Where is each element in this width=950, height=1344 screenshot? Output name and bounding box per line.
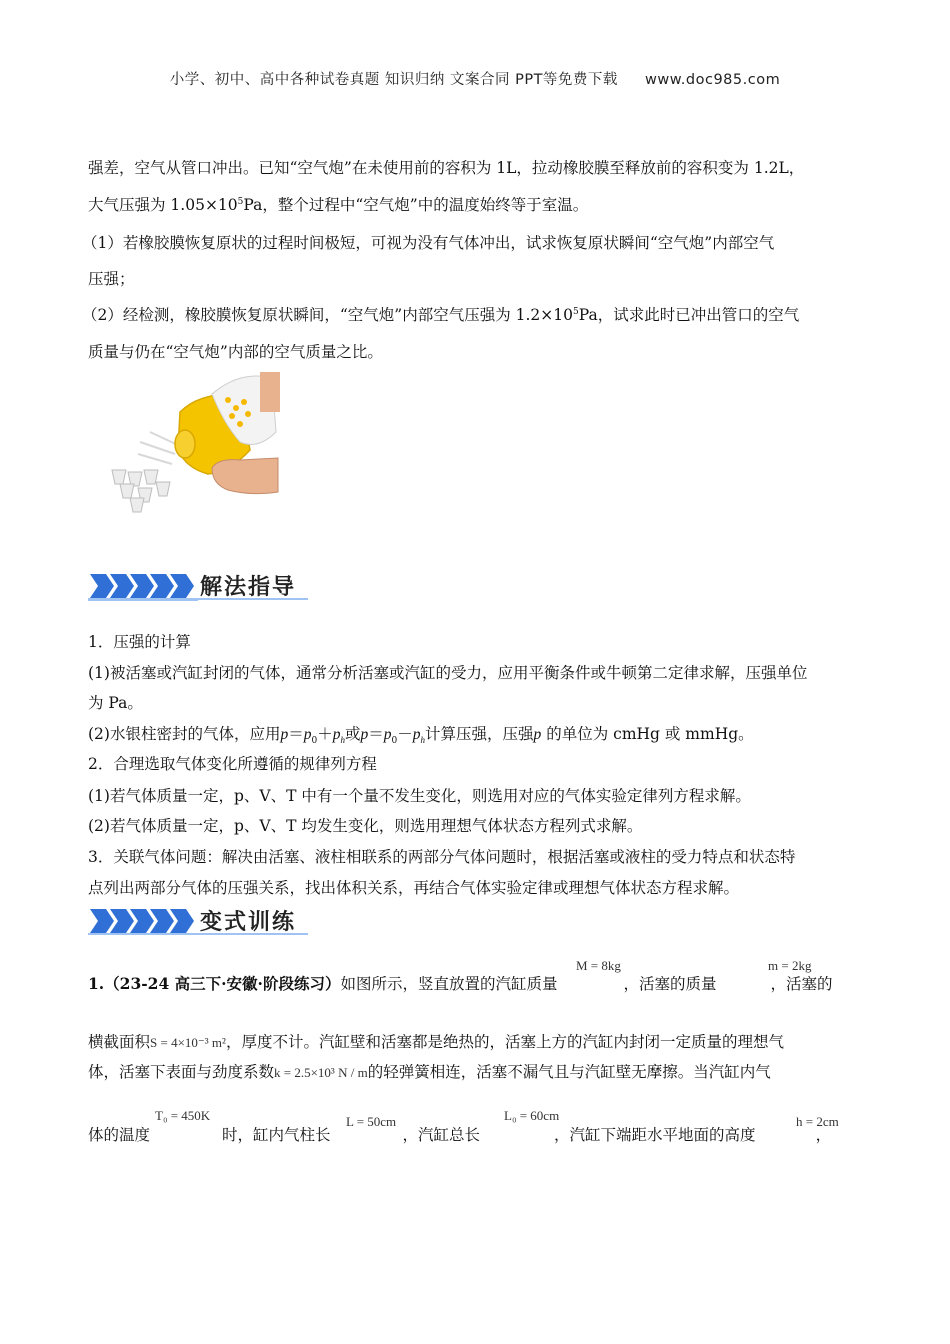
section-title-method: 解法指导 <box>200 575 297 600</box>
guide-heading-3-line-1: 3．关联气体问题：解决由活塞、液柱相联系的两部分气体问题时，根据活塞或液柱的受力特点和状态特 <box>88 848 796 866</box>
formula-S: S = 4×10⁻³ m² <box>150 1035 226 1050</box>
exercise-line-3: 体，活塞下表面与劲度系数k = 2.5×10³ N / m的轻弹簧相连，活塞不漏气且与汽缸壁无摩擦。当汽缸内气 <box>88 1063 771 1081</box>
formula-L0: L₀ = 60cm <box>504 1108 560 1123</box>
section-banner-method <box>88 570 308 604</box>
problem-line-2: 大气压强为 $1.05\times 10^5Pa$，整个过程中“空气炮”中的温度始终等于室温。 <box>88 196 589 214</box>
formula-k: k = 2.5×10³ N / m <box>274 1065 368 1080</box>
exercise-number: 1.（23-24 高三下·安徽·阶段练习） <box>88 974 341 993</box>
guide-p2: (2)水银柱密封的气体，应用$p=p_0+p_h$或$p=p_0-p_h$计算压强，压强p 的单位为 cmHg 或 mmHg。 <box>88 725 754 747</box>
guide-p4: (2)若气体质量一定，p、V、T 均发生变化，则选用理想气体状态方程列式求解。 <box>88 817 643 835</box>
exercise-line-4: 体的温度 时，缸内气柱长 ，汽缸总长 ，汽缸下端距水平地面的高度 ， <box>88 1126 832 1144</box>
guide-heading-2: 2．合理选取气体变化所遵循的规律列方程 <box>88 755 377 773</box>
question-2-line-1: （2）经检测，橡胶膜恢复原状瞬间，“空气炮”内部空气压强为 $1.2\times 10^5Pa$，试求此时已冲出管口的空气 <box>82 306 800 324</box>
guide-heading-1: 1．压强的计算 <box>88 633 191 651</box>
header-site-link[interactable]: www.doc985.com <box>645 72 781 88</box>
section-banner-practice <box>88 905 308 939</box>
exercise-line-2: 横截面积S = 4×10⁻³ m²，厚度不计。汽缸壁和活塞都是绝热的，活塞上方的汽缸内封闭一定质量的理想气 <box>88 1033 784 1051</box>
formula-T0: T₀ = 450K <box>155 1108 211 1123</box>
header-text: 小学、初中、高中各种试卷真题 知识归纳 文案合同 PPT等免费下载 <box>169 72 618 88</box>
air-cannon-figure <box>100 372 280 522</box>
exercise-line-1: 1.（23-24 高三下·安徽·阶段练习）如图所示，竖直放置的汽缸质量 ，活塞的质量 ，活塞的 <box>88 974 833 993</box>
air-cannon-illustration <box>100 372 280 522</box>
question-1-line-2: 压强； <box>88 270 135 288</box>
formula-M: M = 8kg <box>576 958 621 973</box>
formula-h: h = 2cm <box>796 1114 839 1129</box>
section-title-practice: 变式训练 <box>200 910 297 935</box>
guide-p3: (1)若气体质量一定，p、V、T 中有一个量不发生变化，则选用对应的气体实验定律列方程求解。 <box>88 787 751 805</box>
guide-p1-line-2: 为 Pa。 <box>88 694 143 712</box>
formula-m: m = 2kg <box>768 958 812 973</box>
question-2-line-2: 质量与仍在“空气炮”内部的空气质量之比。 <box>88 343 383 361</box>
question-1-line-1: （1）若橡胶膜恢复原状的过程时间极短，可视为没有气体冲出，试求恢复原状瞬间“空气炮”内部空气 <box>82 234 775 252</box>
page-header <box>0 68 950 89</box>
problem-line-1: 强差，空气从管口冲出。已知“空气炮”在未使用前的容积为 1L，拉动橡胶膜至释放前的容积变为 1.2L， <box>88 159 805 177</box>
guide-heading-3-line-2: 点列出两部分气体的压强关系，找出体积关系，再结合气体实验定律或理想气体状态方程求解。 <box>88 879 740 897</box>
formula-L: L = 50cm <box>346 1114 397 1129</box>
guide-p1-line-1: (1)被活塞或汽缸封闭的气体，通常分析活塞或汽缸的受力，应用平衡条件或牛顿第二定律求解，压强单位 <box>88 664 808 682</box>
